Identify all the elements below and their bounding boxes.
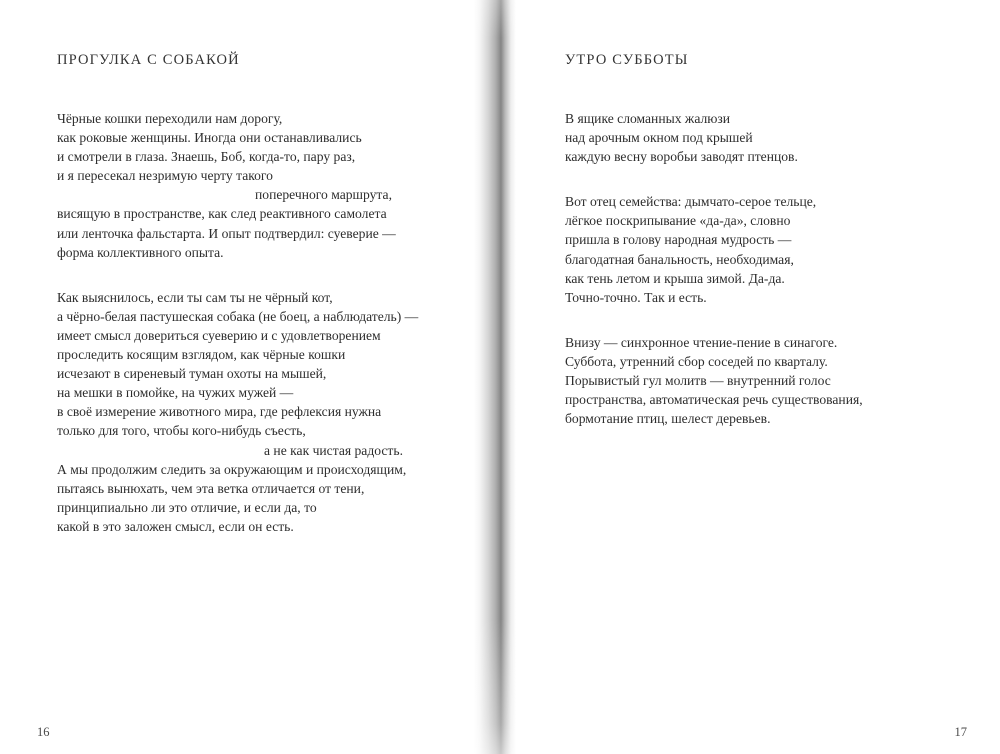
poem-line: Суббота, утренний сбор соседей по кварталу. (565, 353, 828, 369)
poem-line: А мы продолжим следить за окружающим и происходящим, (57, 461, 407, 477)
poem-line: Как выяснилось, если ты сам ты не чёрный кот, (57, 289, 333, 305)
page-number-left: 16 (37, 725, 50, 739)
poem-line: а не как чистая радость. (264, 442, 403, 458)
poem-line: на мешки в помойке, на чужих мужей — (57, 385, 294, 401)
poem-line: пришла в голову народная мудрость — (565, 232, 792, 248)
poem-line: висящую в пространстве, как след реактивного самолета (57, 206, 387, 222)
poem-line: форма коллективного опыта. (57, 244, 224, 260)
poem-title: УТРО СУББОТЫ (565, 52, 689, 68)
poem-line: Точно-точно. Так и есть. (565, 289, 707, 305)
left-page (0, 0, 480, 754)
poem-line: поперечного маршрута, (255, 187, 392, 203)
poem-line: имеет смысл довериться суеверию и с удовлетворением (57, 327, 381, 343)
poem-line: над арочным окном под крышей (565, 130, 753, 146)
poem-progulka-s-sobakoy (57, 52, 457, 536)
poem-line: бормотание птиц, шелест деревьев. (565, 411, 771, 427)
poem-line: проследить косящим взглядом, как чёрные кошки (57, 347, 346, 363)
poem-line: в своё измерение животного мира, где рефлексия нужна (57, 404, 382, 420)
poem-line: лёгкое поскрипывание «да-да», словно (565, 213, 791, 229)
poem-title: ПРОГУЛКА С СОБАКОЙ (57, 52, 240, 68)
poem-line: каждую весну воробьи заводят птенцов. (565, 149, 798, 165)
poem-line: пространства, автоматическая речь существования, (565, 392, 863, 408)
poem-line: В ящике сломанных жалюзи (565, 111, 731, 126)
poem-line: или ленточка фальстарта. И опыт подтвердил: суеверие — (57, 225, 396, 241)
poem-line: Чёрные кошки переходили нам дорогу, (57, 111, 283, 126)
stanza (57, 288, 457, 536)
poem-line: только для того, чтобы кого-нибудь съесть, (57, 423, 306, 439)
poem-line: Вот отец семейства: дымчато-серое тельце, (565, 194, 817, 210)
poem-body (57, 109, 457, 536)
stanza (565, 333, 985, 428)
poem-body (565, 109, 985, 428)
poem-line: какой в это заложен смысл, если он есть. (57, 518, 294, 534)
poem-line: исчезают в сиреневый туман охоты на мышей, (57, 366, 327, 382)
poem-line: благодатная банальность, необходимая, (565, 251, 794, 267)
poem-line: Внизу — синхронное чтение-пение в синагоге. (565, 334, 838, 350)
poem-line: как роковые женщины. Иногда они останавливались (57, 130, 362, 146)
poem-line: как тень летом и крыша зимой. Да-да. (565, 270, 785, 286)
poem-line: принципиально ли это отличие, и если да, то (57, 499, 317, 515)
stanza (565, 192, 985, 307)
page-number-right: 17 (954, 725, 967, 739)
poem-line: а чёрно-белая пастушеская собака (не боец, а наблюдатель) — (57, 308, 419, 324)
stanza (565, 109, 985, 166)
poem-line: и я пересекал незримую черту такого (57, 168, 273, 184)
poem-line: Порывистый гул молитв — внутренний голос (565, 373, 831, 389)
poem-utro-subboty (565, 52, 985, 428)
right-page (510, 0, 1000, 754)
stanza (57, 109, 457, 262)
poem-line: пытаясь вынюхать, чем эта ветка отличается от тени, (57, 480, 365, 496)
poem-line: и смотрели в глаза. Знаешь, Боб, когда-то, пару раз, (57, 149, 356, 165)
